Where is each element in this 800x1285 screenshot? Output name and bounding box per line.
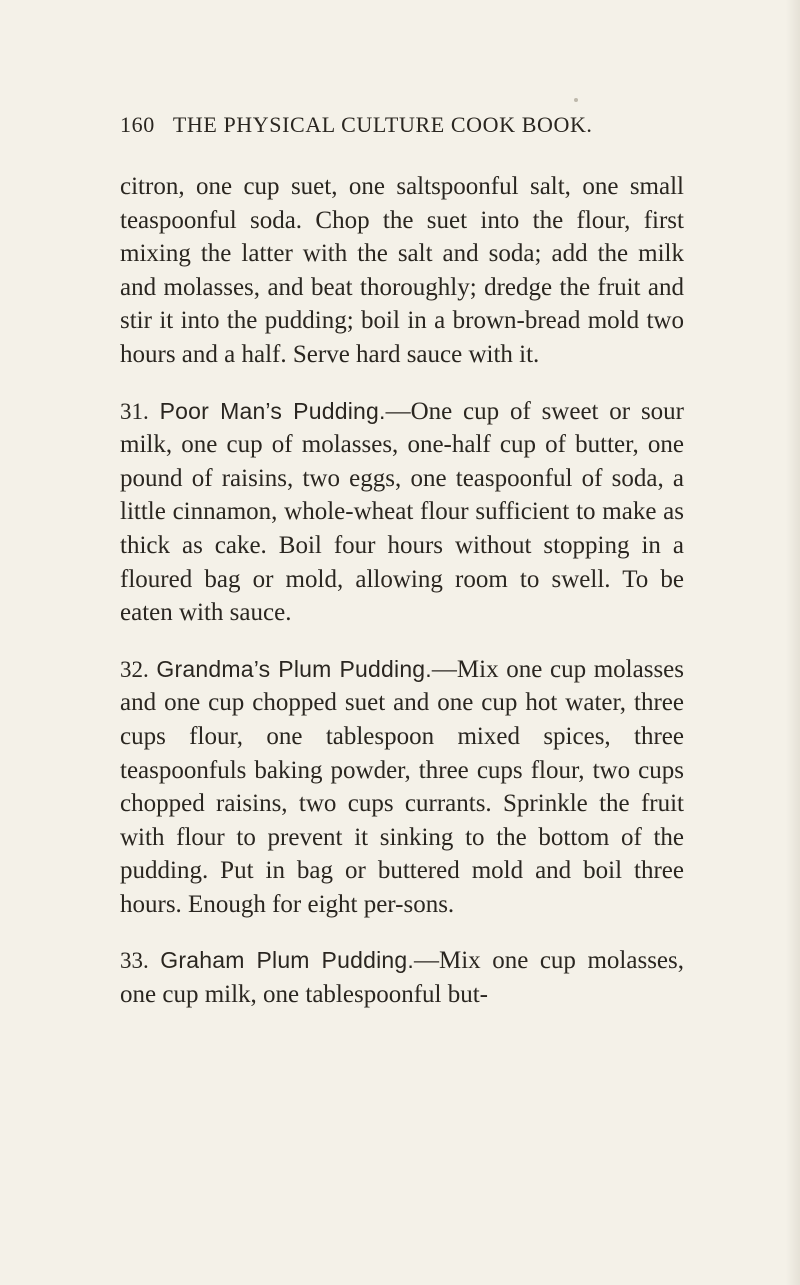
book-title: THE PHYSICAL CULTURE COOK BOOK.	[172, 112, 593, 137]
recipe-text: —Mix one cup molasses, one cup milk, one tablespoonful but-	[120, 947, 684, 1009]
recipe-number: 32.	[120, 656, 149, 682]
page-edge-shadow	[786, 0, 800, 1285]
page-number: 160	[120, 112, 155, 137]
paragraph-text: citron, one cup suet, one saltspoonful salt, one small teaspoonful soda. Chop the suet into the flour, first mixing the latter with the salt and soda; add the milk and molasses, and beat thoroughly; dredge the fruit and stir it into the pudding; boil in a brown-bread mold two hours and a half. Serve hard sauce with it.	[120, 173, 684, 368]
recipe-heading: Grandma’s Plum Pudding.	[156, 655, 432, 682]
recipe-number: 31.	[120, 398, 149, 424]
recipe-text: —Mix one cup molasses and one cup chopped suet and one cup hot water, three cups flour, one tablespoon mixed spices, three teaspoonfuls baking powder, three cups flour, two cups chopped raisins, two cups currants. Sprinkle the fruit with flour to prevent it sinking to the bottom of the pudding. Put in bag or buttered mold and boil three hours. Enough for eight per-sons.	[120, 655, 685, 918]
recipe-32	[120, 653, 684, 922]
running-head	[120, 112, 680, 138]
ink-speck	[574, 98, 578, 102]
recipe-33	[120, 944, 684, 1011]
recipe-31	[120, 395, 684, 630]
recipe-text: —One cup of sweet or sour milk, one cup of molasses, one-half cup of butter, one pound of raisins, two eggs, one teaspoonful of soda, a little cinnamon, whole-wheat flour sufficient to make as thick as cake. Boil four hours without stopping in a floured bag or mold, allowing room to swell. To be eaten with sauce.	[120, 397, 684, 627]
body-text	[120, 170, 684, 1012]
recipe-heading: Graham Plum Pudding.	[160, 947, 414, 974]
continued-paragraph	[120, 170, 684, 372]
recipe-heading: Poor Man’s Pudding.	[159, 397, 386, 424]
recipe-number: 33.	[120, 948, 149, 974]
